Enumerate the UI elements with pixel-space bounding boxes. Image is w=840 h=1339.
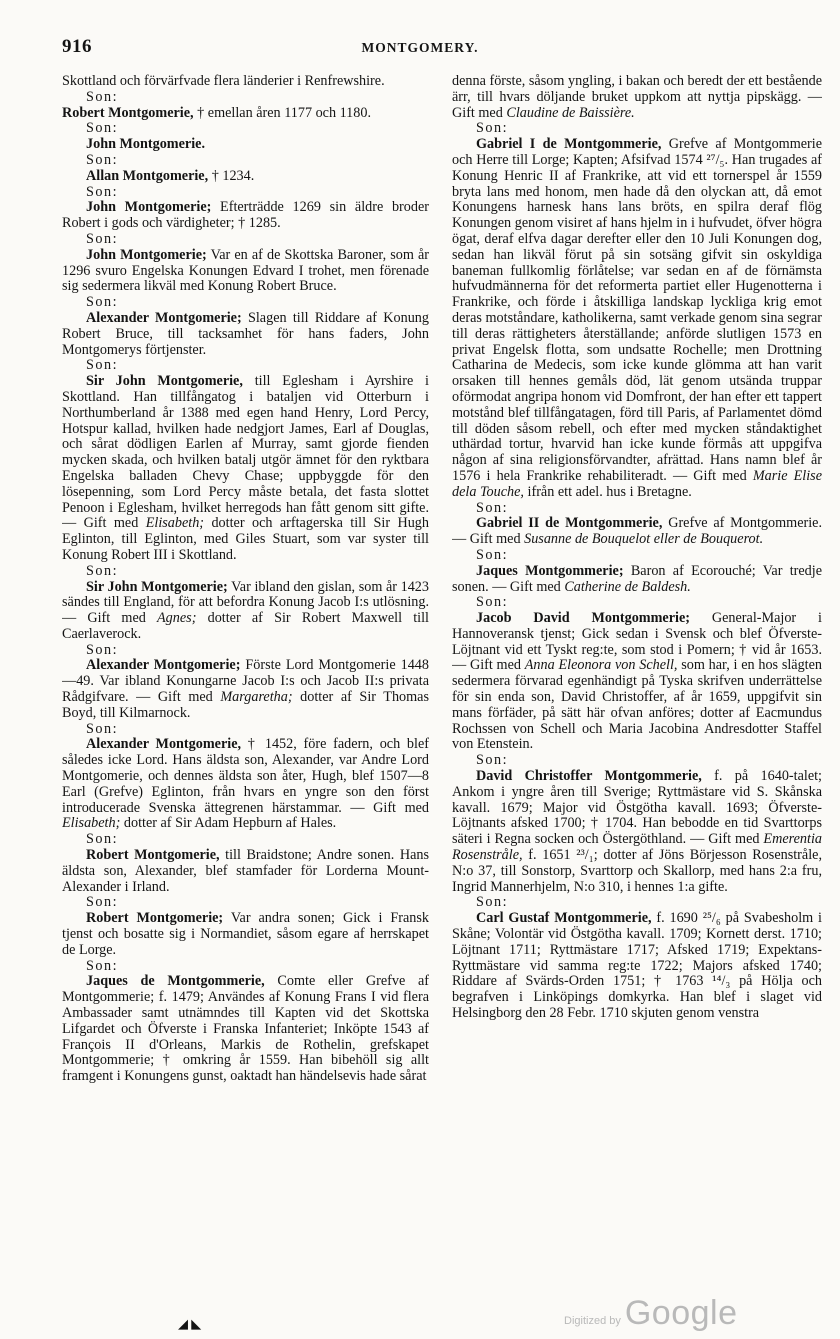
entry-text: denna förste, såsom yngling, i bakan och beredt der ett bestående ärr, till hvars döljande bruket uppkom att nyttja pipskägg. — Gift med Claudine de Baissière. bbox=[452, 74, 822, 121]
person-name: Robert Montgomerie, bbox=[86, 847, 220, 864]
entry: Alexander Montgomerie, † 1452, före fadern, och blef således icke Lord. Hans äldsta son, Alexander, var Andre Lord Montgomerie, och dennes äldsta son åter, Hugh, blef 1507—8 Earl (Grefve) Eglinton, från hvars en yngre son den först introducerade Svenska ättegrenen härstammar. — Gift med Elisabeth; dotter af Sir Adam Hepburn af Hales. bbox=[62, 736, 429, 832]
entry: John Montgomerie; Var en af de Skottska Baroner, som år 1296 svuro Engelska Konungen Edvard I trohet, men förenade sig sedermera likväl med Konung Robert Bruce. bbox=[62, 246, 429, 295]
entry: Jacob David Montgommerie; General-Major i Hannoveransk tjenst; Gick sedan i Svensk och blef Öfverste-Löjtnant vid ett Tyskt reg:te, som stod i Pomern; † vid år 1653. — Gift med Anna Eleonora von Schell, som har, i en hos slägten sedermera förvarad egenhändigt på Tyska skrifven underrättelse för sin enda son, David Christoffer, af år 1659, uppgifvit sin mans förfäder, på sätt här ofvan anföres; dotter af Eacmundus Rochssen von Schell och Maria Jacobina Andresdotter Staffel von Etenstein. bbox=[452, 610, 822, 753]
son-label: Son: bbox=[86, 957, 119, 974]
entry: David Christoffer Montgommerie, f. på 1640-talet; Ankom i yngre åren till Sverige; Ryttmästare vid S. Skånska kavall. 1679; Major vid Östgötha kavall. 1693; Öfverste-Löjtnants afsked 1700; † 1704. Han bebodde en tid Svarttorps säteri i Regna socken och Östergöthland. — Gift med Emerentia Rosenstråle, f. 1651 ²³/₁; dotter af Jöns Börjesson Rosenstråle, N:o 37, till Sonstorp, Svarttorp och Skallorp, med hans 2:a fru, Ingrid Mannerhjelm, N:o 310, i hennes 1:a gifte. bbox=[452, 768, 822, 895]
digitized-by-google-watermark bbox=[564, 1294, 738, 1333]
son-label: Son: bbox=[476, 594, 509, 611]
person-name: Gabriel I de Montgommerie, bbox=[476, 136, 662, 153]
person-name: Allan Montgomerie, bbox=[86, 167, 209, 184]
person-name: Jacob David Montgommerie; bbox=[476, 610, 690, 627]
spouse-name: Catherine de Baldesh. bbox=[564, 578, 691, 595]
person-name: Gabriel II de Montgommerie, bbox=[476, 515, 663, 532]
son-label: Son: bbox=[476, 120, 509, 137]
person-name: Robert Montgomerie, bbox=[62, 104, 194, 121]
entry-text: Skottland och förvärfvade flera länderier i Renfrewshire. bbox=[62, 74, 385, 89]
entry: Robert Montgomerie; Var andra sonen; Gick i Fransk tjenst och bosatte sig i Normandiet, såsom egare af herrskapet de Lorge. bbox=[62, 910, 429, 958]
son-label: Son: bbox=[86, 641, 119, 658]
running-head: MONTGOMERY. bbox=[361, 40, 479, 55]
spouse-name: Elisabeth; bbox=[62, 815, 121, 832]
son-label: Son: bbox=[476, 546, 509, 563]
son-label: Son: bbox=[86, 720, 119, 737]
entry: Sir John Montgomerie; Var ibland den gislan, som år 1423 sändes till England, för att befordra Konung Jacob I:s utlösning. — Gift med Agnes; dotter af Sir Robert Maxwell till Caerlaverock. bbox=[62, 578, 429, 642]
entry: Sir John Montgomerie, till Eglesham i Ayrshire i Skottland. Han tillfångatog i bataljen vid Otterburn i Northumberland år 1388 med egen hand Henry, Lord Percy, Hotspur kallad, hvilken hade nedgjort James, Earl af Douglas, och sårat dödligen Earlen af Murray, samt gjorde fienden mycken skada, och hvilken batalj utgör ämnet för den ryktbara Engelska balladen Chevy Chase; uppbyggde för den lösepenning, som Lord Percy måste betala, det fasta slottet Penoon i Eglesham, hvilket herregods han fått genom sitt gifte. — Gift med Elisabeth; dotter och arftagerska till Sir Hugh Eglinton, till Eglinton, med Giles Stuart, som var syster till Konung Robert III i Skottland. bbox=[62, 373, 429, 563]
person-name: Carl Gustaf Montgommerie, bbox=[476, 910, 652, 927]
person-name: John Montgomerie; bbox=[86, 246, 207, 263]
spouse-name: Emerentia Rosenstråle, bbox=[452, 831, 822, 864]
person-name: Alexander Montgomerie; bbox=[86, 657, 241, 674]
spouse-name: Anna Eleonora von Schell, bbox=[524, 657, 678, 674]
spouse-name: Susanne de Bouquelot eller de Bouquerot. bbox=[524, 531, 764, 548]
entry: John Montgomerie; Efterträdde 1269 sin äldre broder Robert i gods och värdigheter; † 1285. bbox=[62, 199, 429, 232]
entry: Jaques de Montgommerie, Comte eller Grefve af Montgommerie; f. 1479; Användes af Konung Frans I vid flera Ambassader samt utnämndes till Kapten vid det Skottska Lifgardet och Öfverste i Franska Infanteriet; Inköpte 1543 af François II d'Orleans, Markis de Rothelin, grefskapet Montgommerie; † omkring år 1559. Han bibehöll sig allt framgent i Konungens gunst, oaktadt han händelsevis hade sårat bbox=[62, 973, 429, 1085]
entry: Robert Montgomerie, till Braidstone; Andre sonen. Hans äldsta son, Alexander, blef stamfader för Lorderna Mount-Alexander i Irland. bbox=[62, 847, 429, 895]
person-name: John Montgomerie. bbox=[86, 136, 206, 153]
son-label: Son: bbox=[86, 151, 119, 168]
spouse-name: Agnes; bbox=[157, 610, 197, 627]
son-label: Son: bbox=[86, 183, 119, 200]
page-number: 916 bbox=[62, 36, 92, 57]
watermark-small-text: Digitized by bbox=[564, 1315, 621, 1327]
printer-ornament: ◢ ◣ bbox=[178, 1316, 202, 1331]
person-name: Robert Montgomerie; bbox=[86, 910, 224, 927]
spouse-name: Margaretha; bbox=[220, 689, 293, 706]
son-label: Son: bbox=[86, 88, 119, 105]
son-label: Son: bbox=[86, 230, 119, 247]
spouse-name: Claudine de Baissière. bbox=[506, 104, 635, 121]
spouse-name: Elisabeth; bbox=[145, 515, 205, 532]
son-label: Son: bbox=[86, 831, 119, 848]
google-logo-text: Google bbox=[624, 1294, 738, 1332]
person-name: David Christoffer Montgommerie, bbox=[476, 768, 702, 785]
entry bbox=[62, 137, 429, 153]
entry: Gabriel II de Montgommerie, Grefve af Montgommerie. — Gift med Susanne de Bouquelot eller de Bouquerot. bbox=[452, 515, 822, 548]
entry: Jaques Montgommerie; Baron af Ecorouché; Var tredje sonen. — Gift med Catherine de Baldesh. bbox=[452, 562, 822, 595]
person-name: John Montgomerie; bbox=[86, 199, 212, 216]
son-label: Son: bbox=[86, 357, 119, 374]
entry: Carl Gustaf Montgommerie, f. 1690 ²⁵/₆ på Svabesholm i Skåne; Volontär vid Östgötha kavall. 1709; Kornett derst. 1710; Löjtnant 1711; Ryttmästare 1717; Afsked 1719; Expektans-Ryttmästare vid samma reg:te 1722; Majors afsked 1740; Riddare af Svärds-Orden 1751; † 1763 ¹⁴/₃ på Hölja och begrafven i Linköpings domkyrka. Han blef i slaget vid Helsingborg den 28 Febr. 1710 skjuten genom venstra bbox=[452, 910, 822, 1022]
left-column bbox=[62, 74, 429, 1296]
person-name: Jaques de Montgommerie, bbox=[86, 973, 265, 990]
person-name: Jaques Montgommerie; bbox=[476, 562, 624, 579]
entry: Robert Montgomerie, † emellan åren 1177 och 1180. bbox=[62, 104, 372, 121]
entry: Gabriel I de Montgommerie, Grefve af Montgommerie och Herre till Lorge; Kapten; Afsifvad 1574 ²⁷/₅. Han trugades af Konung Henric II af Frankrike, att vid ett tornerspel år 1559 bryta lans med honom, men hade då den olyckan att, då emot Konungens harnesk hans lans bröts, en spilra deraf flög Konungen genom visiret af hans hjelm in i hufvudet, öfver högra ögat, deraf elfva dagar derefter eller den 10 Juli Konungen dog, sedan han likväl förut på sin sotsäng gifvit sin oskyldiga baneman fullkomlig förlåtelse; var sedan en af de förnämsta hufvudmännerna för det reformerta partiet eller Hugenotterna i Frankrike, och förde i åtskilliga landskap lyckliga krig emot deras motståndare, katholikerna, samt verkade genom sina segrar till deras rättigheters återställande; anförde slutligen 1573 en privat Engelsk flotta, som undsatte Rochelle; men Drottning Catharina de Medecis, som icke kunde glömma att han varit orsaken till hennes gemåls död, lät genom utsända truppar oförmodat angripa honom vid Domfront, der han efter ett tappert motstånd blef tillfångatagen, förd till Paris, af Parlamentet dömd till döden såsom rebell, och efter med mycken ståndaktighet uthärdad tortur, hvarvid han icke kunde förmås att uppgifva någon af sina religionsförvandter, afrättad. Hans namn blef år 1576 i hela Frankrike rehabiliteradt. — Gift med Marie Elise dela Touche, ifrån ett adel. hus i Bretagne. bbox=[452, 136, 822, 500]
son-label: Son: bbox=[476, 499, 509, 516]
entry: Alexander Montgomerie; Slagen till Riddare af Konung Robert Bruce, till tacksamhet för hans faders, John Montgomerys förtjenster. bbox=[62, 309, 429, 358]
entry: Alexander Montgomerie; Förste Lord Montgomerie 1448—49. Var ibland Konungarne Jacob I:s och Jacob II:s privata Rådgifvare. — Gift med Margaretha; dotter af Sir Thomas Boyd, till Kilmarnock. bbox=[62, 657, 429, 721]
son-label: Son: bbox=[86, 562, 119, 579]
person-name: Alexander Montgomerie, bbox=[86, 736, 242, 753]
son-label: Son: bbox=[86, 120, 119, 137]
person-name: Alexander Montgomerie; bbox=[86, 309, 242, 326]
right-column bbox=[452, 74, 822, 1296]
entry: Allan Montgomerie, † 1234. bbox=[86, 167, 255, 184]
son-label: Son: bbox=[476, 752, 509, 769]
person-name: Sir John Montgomerie, bbox=[86, 373, 243, 390]
son-label: Son: bbox=[86, 294, 119, 311]
son-label: Son: bbox=[86, 894, 119, 911]
person-name: Sir John Montgomerie; bbox=[86, 578, 228, 595]
spouse-name: Marie Elise dela Touche, bbox=[452, 467, 822, 500]
son-label: Son: bbox=[476, 894, 509, 911]
